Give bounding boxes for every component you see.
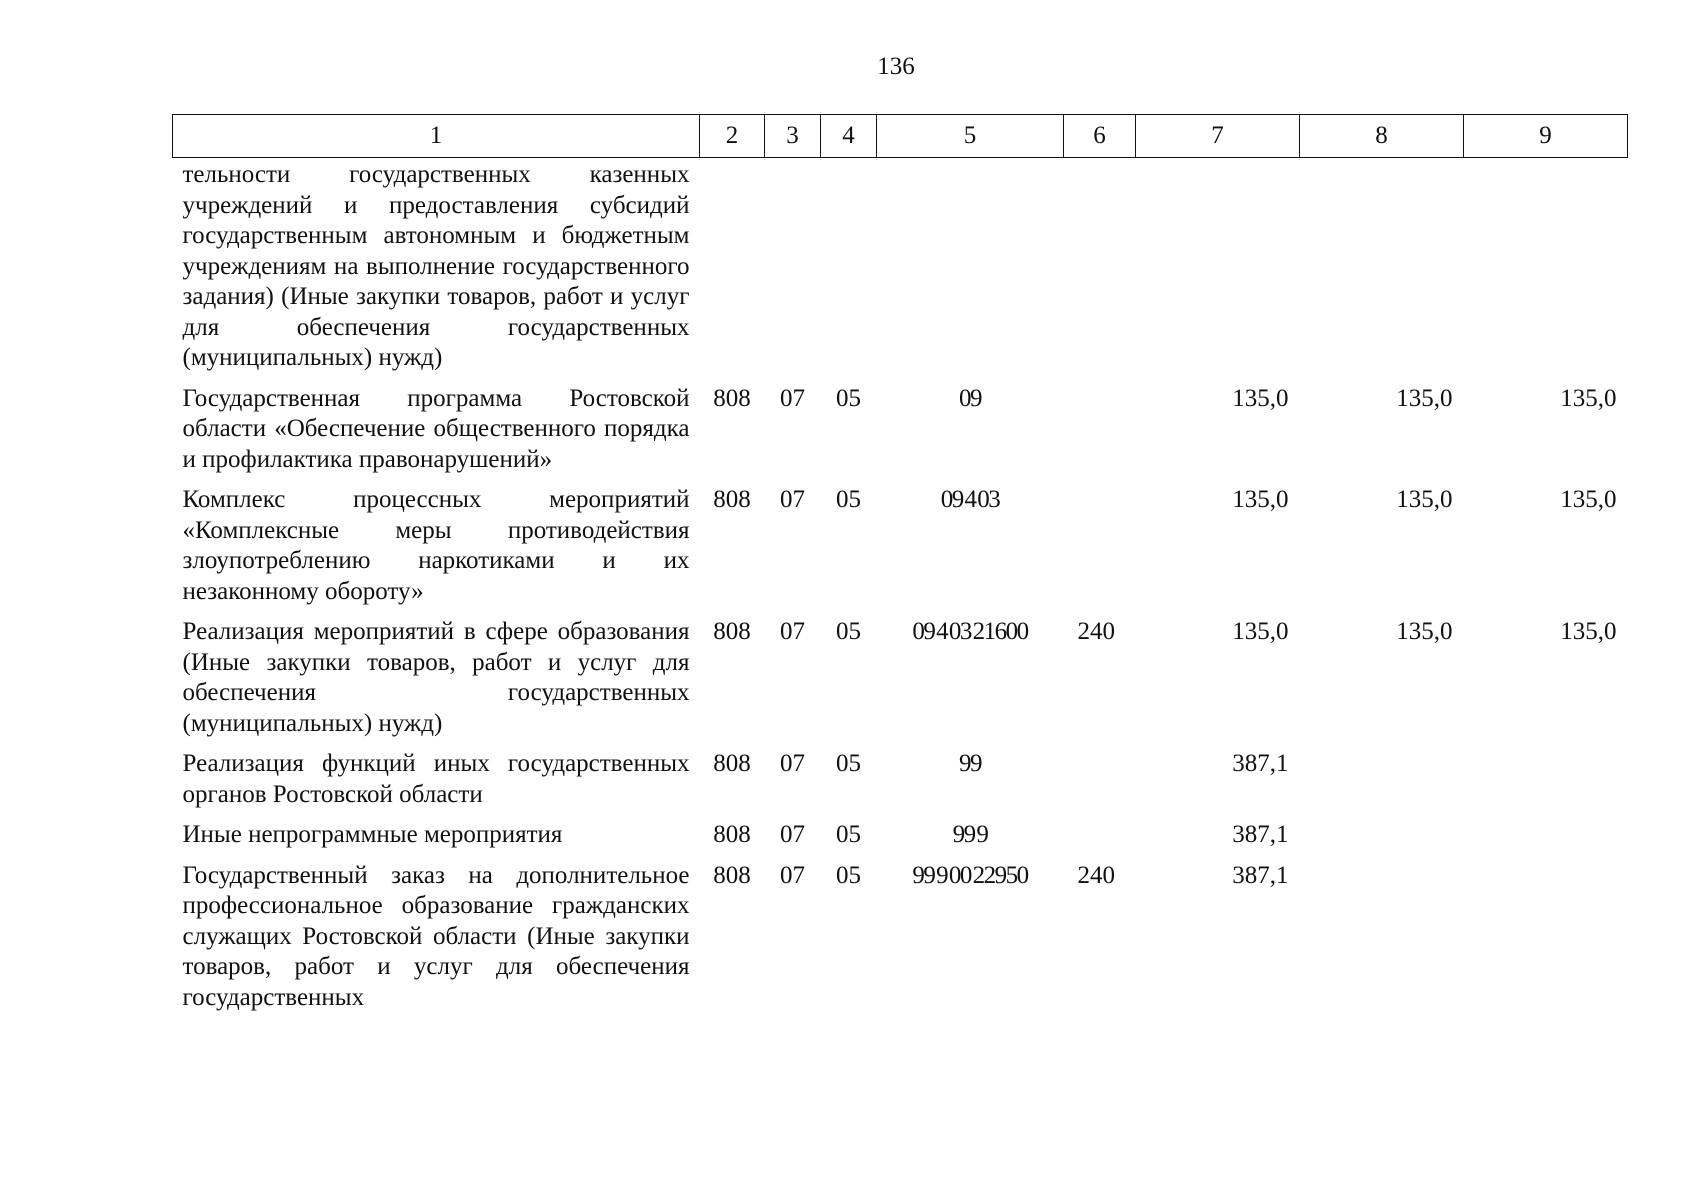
row-code-subsection: 05 — [836, 750, 861, 777]
row-amount-7: 387,1 — [1232, 750, 1289, 777]
table-row — [173, 861, 1628, 1024]
row-code-section: 07 — [780, 861, 805, 889]
row-code-expense-type — [1064, 749, 1136, 820]
row-code-target: 09 — [959, 384, 981, 412]
row-code-section: 07 — [780, 618, 805, 645]
row-name: Комплекс процессных мероприятий «Комплексные меры противодействия злоупотреблению наркотиками и их незаконному обороту» — [182, 486, 690, 605]
row-amount-7: 135,0 — [1232, 618, 1289, 645]
row-amount-9 — [1464, 820, 1628, 861]
row-code-target: 09 4 03 — [940, 486, 1000, 513]
row-amount-8 — [1300, 158, 1464, 384]
row-code-ministry: 808 — [713, 750, 751, 777]
row-amount-8: 135,0 — [1396, 618, 1453, 645]
budget-table — [172, 114, 1628, 1023]
table-row — [173, 820, 1628, 861]
row-name: Иные непрограммные мероприятия — [182, 821, 563, 848]
row-code-subsection: 05 — [836, 821, 861, 848]
row-code-expense-type — [1064, 384, 1136, 486]
row-code-ministry — [700, 158, 765, 384]
row-amount-9 — [1464, 861, 1628, 1024]
row-amount-7: 135,0 — [1232, 384, 1289, 412]
row-amount-9: 135,0 — [1560, 618, 1617, 645]
row-code-expense-type — [1064, 485, 1136, 617]
header-col-8: 8 — [1300, 115, 1464, 158]
row-code-target: 99 9 00 22950 — [912, 861, 1028, 889]
row-amount-9 — [1464, 749, 1628, 820]
row-amount-9: 135,0 — [1560, 486, 1617, 513]
row-code-ministry: 808 — [713, 861, 751, 889]
table-row — [173, 384, 1628, 486]
row-code-ministry: 808 — [713, 618, 751, 645]
row-amount-8: 135,0 — [1396, 384, 1453, 412]
row-amount-7: 387,1 — [1232, 861, 1289, 889]
row-name: Государственный заказ на дополнительное профессиональное образование гражданских служащих Ростовской области (Иные закупки товаров, работ и услуг для обеспечения государственных — [182, 861, 690, 1011]
table-row — [173, 617, 1628, 749]
row-code-expense-type — [1064, 820, 1136, 861]
row-name: Реализация мероприятий в сфере образования (Иные закупки товаров, работ и услуг для обеспечения государственных (муниципальных) нужд) — [182, 618, 690, 737]
table-row — [173, 749, 1628, 820]
row-code-target: 09 4 03 21600 — [912, 618, 1028, 645]
row-code-subsection: 05 — [836, 486, 861, 513]
row-name: тельности государственных казенных учреждений и предоставления субсидий государственным автономным и бюджетным учреждениям на выполнение государственного задания) (Иные закупки товаров, работ и услуг для обеспечения государственных (муниципальных) нужд) — [182, 161, 690, 371]
row-code-subsection: 05 — [836, 861, 861, 889]
header-col-4: 4 — [821, 115, 877, 158]
row-code-section — [765, 158, 821, 384]
row-amount-8 — [1300, 749, 1464, 820]
header-col-7: 7 — [1136, 115, 1300, 158]
row-code-section: 07 — [780, 384, 805, 412]
header-col-5: 5 — [877, 115, 1064, 158]
row-code-ministry: 808 — [713, 384, 751, 412]
row-code-expense-type: 240 — [1077, 861, 1115, 889]
row-code-subsection — [821, 158, 877, 384]
row-name: Государственная программа Ростовской области «Обеспечение общественного порядка и профилактика правонарушений» — [182, 384, 690, 473]
row-name: Реализация функций иных государственных органов Ростовской области — [182, 750, 690, 808]
row-amount-9: 135,0 — [1560, 384, 1617, 412]
row-amount-8 — [1300, 820, 1464, 861]
page-number: 136 — [877, 53, 915, 80]
header-col-2: 2 — [700, 115, 765, 158]
header-col-1: 1 — [173, 115, 700, 158]
row-amount-8 — [1300, 861, 1464, 1024]
header-row — [173, 115, 1628, 158]
header-col-9: 9 — [1464, 115, 1628, 158]
row-code-expense-type: 240 — [1077, 618, 1115, 645]
row-code-target: 99 9 — [952, 821, 988, 848]
row-code-ministry: 808 — [713, 821, 751, 848]
row-code-section: 07 — [780, 750, 805, 777]
row-code-section: 07 — [780, 821, 805, 848]
row-code-expense-type — [1064, 158, 1136, 384]
table-row — [173, 485, 1628, 617]
row-code-subsection: 05 — [836, 384, 861, 412]
row-code-ministry: 808 — [713, 486, 751, 513]
row-code-section: 07 — [780, 486, 805, 513]
row-amount-8: 135,0 — [1396, 486, 1453, 513]
row-code-subsection: 05 — [836, 618, 861, 645]
row-code-target — [877, 158, 1064, 384]
row-code-target: 99 — [959, 750, 981, 777]
header-col-6: 6 — [1064, 115, 1136, 158]
table-row — [173, 158, 1628, 384]
row-amount-7: 135,0 — [1232, 486, 1289, 513]
header-col-3: 3 — [765, 115, 821, 158]
row-amount-9 — [1464, 158, 1628, 384]
row-amount-7: 387,1 — [1232, 821, 1289, 848]
row-amount-7 — [1136, 158, 1300, 384]
